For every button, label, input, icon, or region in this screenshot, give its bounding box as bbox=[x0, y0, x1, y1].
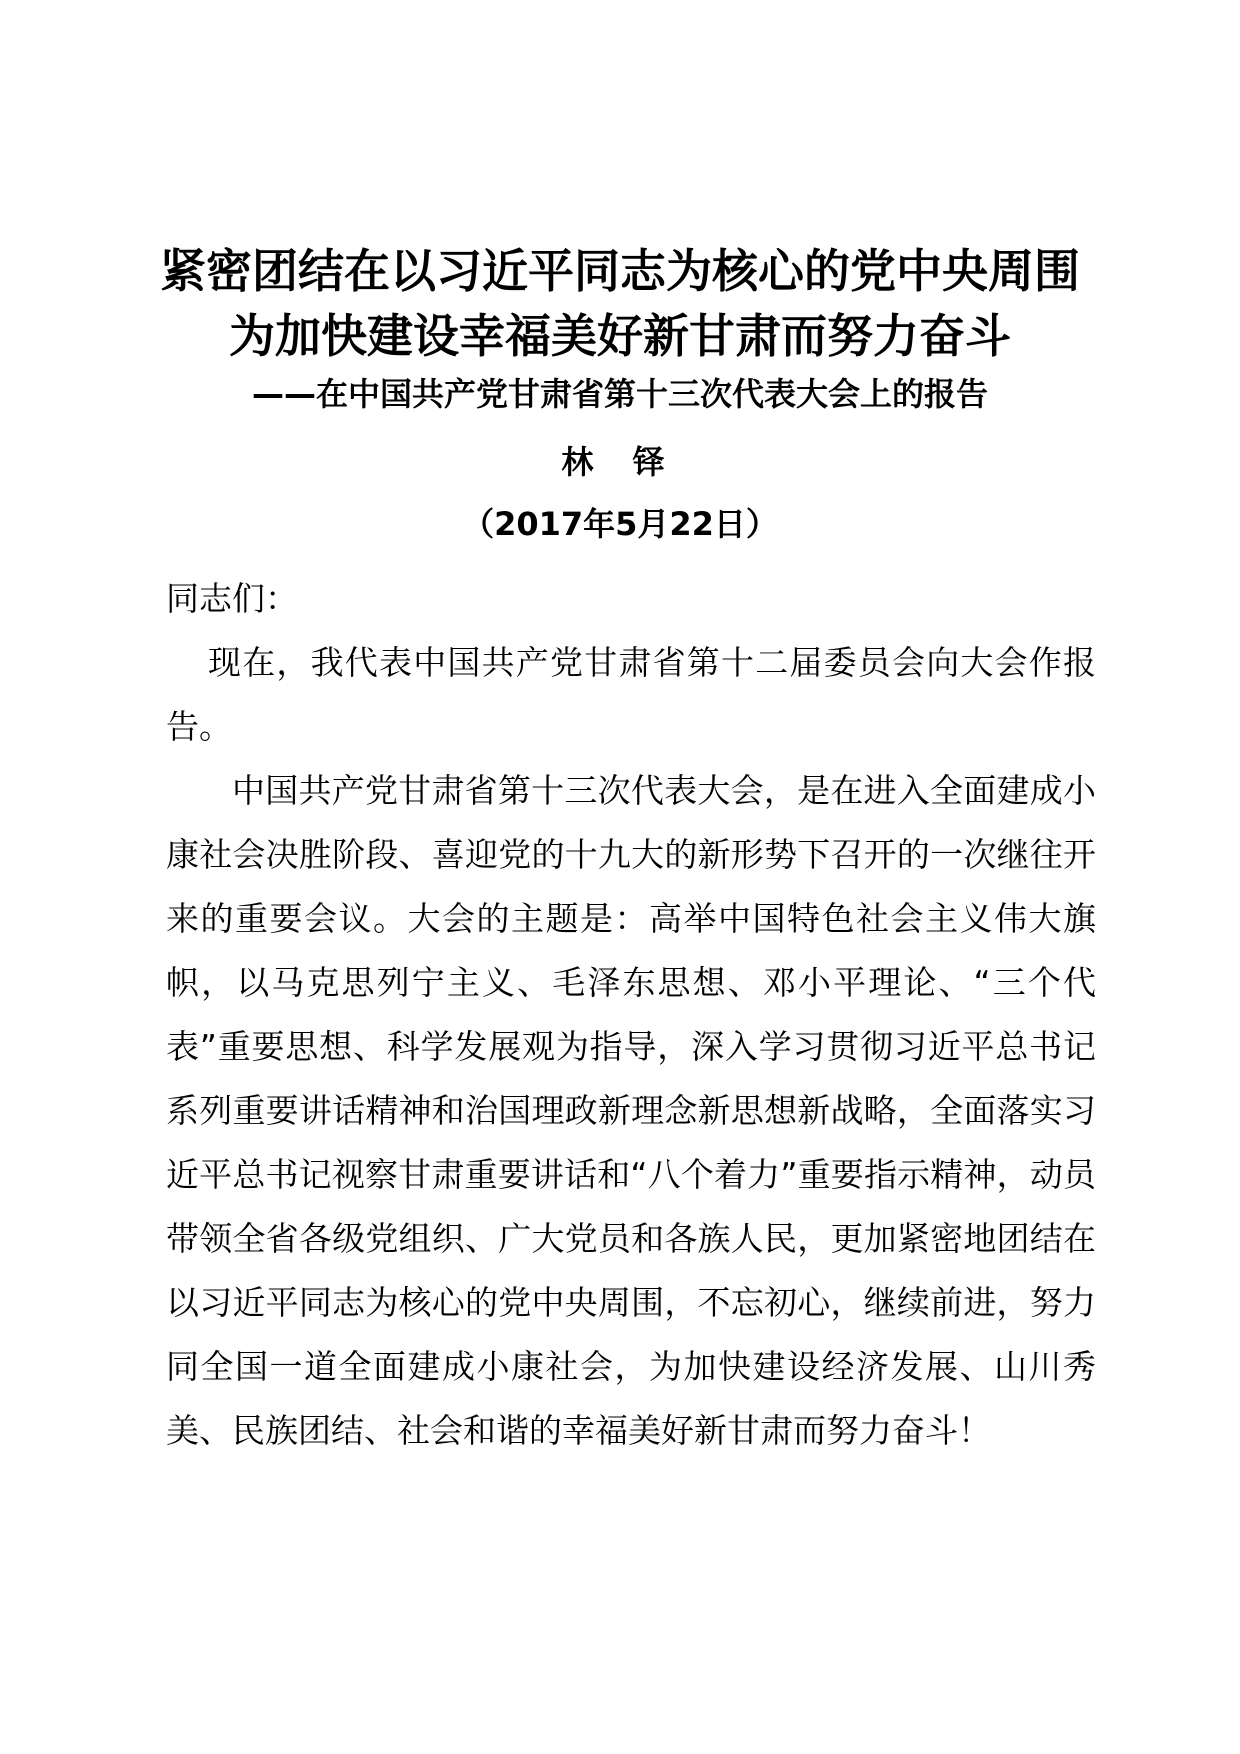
document-subtitle: ——在中国共产党甘肃省第十三次代表大会上的报告 bbox=[251, 375, 988, 413]
salutation: 同志们： bbox=[166, 579, 298, 618]
paragraph-1: 现在，我代表中国共产党甘肃省第十二届委员会向大会作报告。 bbox=[166, 643, 1096, 746]
document-title-line-2: 为加快建设幸福美好新甘肃而努力奋斗 bbox=[229, 309, 1011, 363]
document-body bbox=[166, 567, 1096, 1463]
author-name: 林 铎 bbox=[561, 443, 679, 481]
document-title-line-1: 紧密团结在以习近平同志为核心的党中央周围 bbox=[160, 244, 1080, 298]
paragraph-2: 中国共产党甘肃省第十三次代表大会，是在进入全面建成小康社会决胜阶段、喜迎党的十九大的新形势下召开的一次继往开来的重要会议。大会的主题是：高举中国特色社会主义伟大旗帜，以马克思列宁主义、毛泽东思想、邓小平理论、“三个代表”重要思想、科学发展观为指导，深入学习贯彻习近平总书记系列重要讲话精神和治国理政新理念新思想新战略，全面落实习近平总书记视察甘肃重要讲话和“八个着力”重要指示精神，动员带领全省各级党组织、广大党员和各族人民，更加紧密地团结在以习近平同志为核心的党中央周围，不忘初心，继续前进，努力同全国一道全面建成小康社会，为加快建设经济发展、山川秀美、民族团结、社会和谐的幸福美好新甘肃而努力奋斗！ bbox=[166, 771, 1096, 1450]
document-date: （2017年5月22日） bbox=[462, 505, 778, 543]
